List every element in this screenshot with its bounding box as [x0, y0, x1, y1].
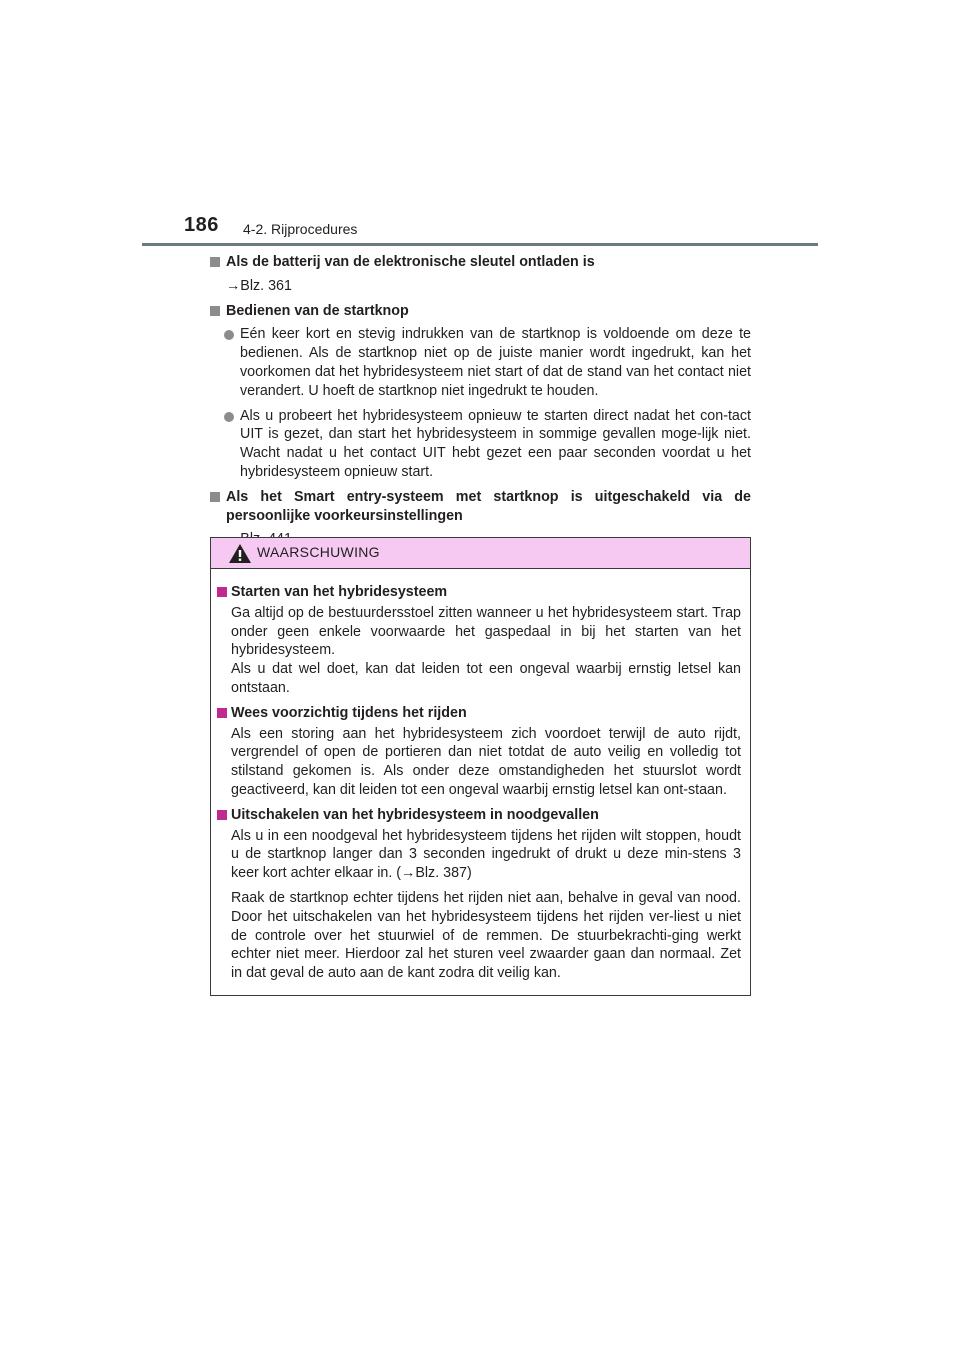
warning-item-title: Wees voorzichtig tijdens het rijden: [231, 704, 467, 721]
section-heading: [210, 488, 751, 526]
warning-item-title: Uitschakelen van het hybridesysteem in noodgevallen: [231, 806, 599, 823]
warning-label: WAARSCHUWING: [257, 544, 380, 560]
warning-box: [210, 537, 751, 996]
warning-body: [211, 569, 750, 983]
warning-item-title: Starten van het hybridesysteem: [231, 584, 448, 600]
list-item-text: Als u probeert het hybridesysteem opnieuw te starten direct nadat het con-tact UIT is gezet, dan start het hybridesysteem in sommige gevallen moge-lijk niet. Wacht nadat u het contact UIT hebt gezet een paar seconden voordat u het hybridesysteem opnieuw start.: [240, 407, 751, 480]
circle-bullet-icon: [224, 412, 234, 422]
page-number: 186: [184, 214, 219, 236]
section-heading: [210, 302, 751, 321]
square-bullet-icon: [217, 708, 227, 718]
list-item: [210, 407, 751, 482]
warning-item-heading: [217, 583, 741, 602]
square-bullet-icon: [210, 492, 220, 502]
square-bullet-icon: [217, 810, 227, 820]
list-item-text: Eén keer kort en stevig indrukken van de startknop is voldoende om deze te bedienen. Als de startknop niet op de juiste manier wordt ingedrukt, kan het voorkomen dat het hybridesysteem niet start of dat de stand van het contact niet verandert. U hoeft de startknop niet ingedrukt te houden.: [240, 326, 751, 399]
section-title: 4-2. Rijprocedures: [243, 221, 358, 237]
section-heading: [210, 253, 751, 272]
warning-paragraph: Ga altijd op de bestuurdersstoel zitten wanneer u het hybridesysteem start. Trap onder geen enkele voorwaarde het gaspedaal in bij het starten van het hybridesysteem.: [231, 604, 741, 659]
warning-icon: [229, 544, 251, 563]
section-heading-text: Als de batterij van de elektronische sleutel ontladen is: [226, 254, 595, 270]
warning-paragraph: Als een storing aan het hybridesysteem zich voordoet terwijl de auto rijdt, vergrendel of open de portieren dan niet totdat de auto veilig en volledig tot stilstand gekomen is. Als onder deze omstandigheden het stuurslot wordt geactiveerd, kan dit leiden tot een ongeval waarbij ernstig letsel kan ont-staan.: [231, 725, 741, 798]
warning-paragraph: Als u dat wel doet, kan dat leiden tot een ongeval waarbij ernstig letsel kan ontstaan.: [231, 661, 741, 696]
warning-header: [211, 538, 750, 569]
warning-item-heading: [217, 704, 741, 723]
warning-paragraph: Als u in een noodgeval het hybridesysteem tijdens het rijden wilt stoppen, houdt u de startknop langer dan 3 seconden ingedrukt of drukt u deze min-stens 3 keer kort achter elkaar in. (→Blz. 387): [231, 827, 741, 882]
list-item: [210, 325, 751, 400]
header-rule: [142, 243, 818, 246]
main-content: [210, 253, 751, 555]
circle-bullet-icon: [224, 330, 234, 340]
page-reference: →Blz. 361: [226, 277, 292, 294]
square-bullet-icon: [210, 257, 220, 267]
section-heading-text: Als het Smart entry-systeem met startknop is uitgeschakeld via de persoonlijke voorkeursinstellingen: [226, 488, 751, 524]
section-heading-text: Bedienen van de startknop: [226, 302, 409, 319]
square-bullet-icon: [217, 587, 227, 597]
warning-item-heading: [217, 806, 741, 825]
warning-paragraph: Raak de startknop echter tijdens het rijden niet aan, behalve in geval van nood. Door het uitschakelen van het hybridesysteem tijdens het rijden ver-liest u niet de controle over het stuurwiel of de remmen. De stuurbekrachti-ging werkt echter niet meer. Hierdoor zal het sturen veel zwaarder gaan dan normaal. Zet in dat geval de auto aan de kant zodra dit veilig kan.: [231, 889, 741, 982]
square-bullet-icon: [210, 306, 220, 316]
